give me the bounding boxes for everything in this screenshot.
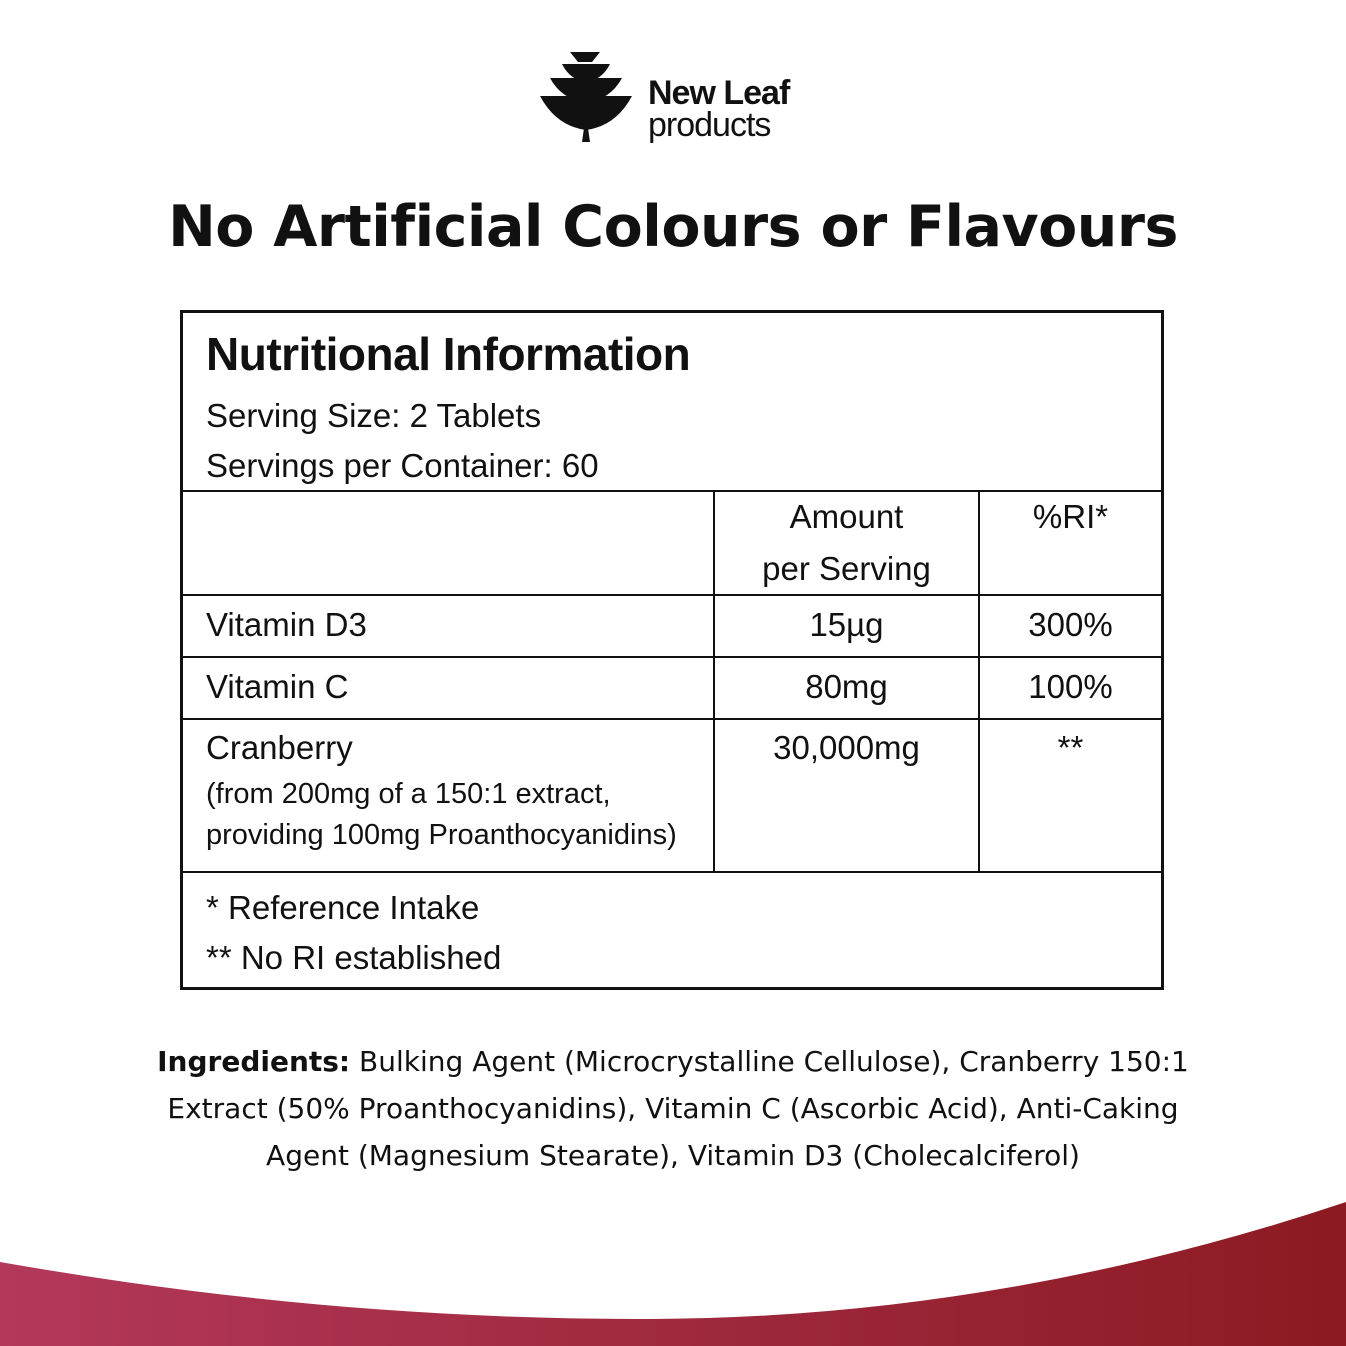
nutrient-amount: 30,000mg [714, 719, 979, 872]
header-ri-label: %RI* [1032, 498, 1109, 535]
header-ri [979, 490, 1161, 595]
footnotes [206, 883, 501, 983]
nutrient-name: Vitamin D3 [183, 595, 714, 657]
ingredients-text [150, 1038, 1196, 1179]
nutrition-panel [180, 310, 1164, 990]
serving-size: Serving Size: 2 Tablets [206, 397, 542, 434]
footnote-no-ri: ** No RI established [206, 939, 502, 976]
table-header-row [183, 490, 1161, 595]
nutrient-ri: 100% [979, 657, 1161, 719]
page-headline: No Artificial Colours or Flavours [168, 194, 1178, 260]
nutrient-name: Vitamin C [183, 657, 714, 719]
nutrient-amount: 15µg [714, 595, 979, 657]
ingredients-list: Bulking Agent (Microcrystalline Cellulose), Cranberry 150:1 Extract (50% Proanthocyanidins), Vitamin C (Ascorbic Acid), Anti-Caking Agent (Magnesium Stearate), Vitamin D3 (Cholecalciferol) [167, 1045, 1189, 1172]
nutrient-amount: 80mg [714, 657, 979, 719]
decorative-wave [0, 1180, 1346, 1346]
nutrient-note-line2: providing 100mg Proanthocyanidins) [206, 819, 677, 851]
table-row [183, 719, 1161, 872]
nutrition-panel-header [183, 313, 1161, 492]
table-row [183, 657, 1161, 719]
stacked-leaf-icon [540, 52, 636, 144]
header-amount-line2: per Serving [762, 550, 931, 587]
nutrient-cell [183, 719, 714, 872]
footnote-ri: * Reference Intake [206, 889, 480, 926]
header-amount [714, 490, 979, 595]
ingredients-label: Ingredients: [157, 1045, 351, 1078]
brand-subname: products [648, 106, 771, 144]
brand-name: New Leaf [648, 74, 790, 112]
nutrition-title: Nutritional Information [206, 328, 691, 380]
servings-per-container: Servings per Container: 60 [206, 447, 599, 484]
nutrition-table [183, 490, 1161, 873]
table-row [183, 595, 1161, 657]
header-nutrient [183, 490, 714, 595]
nutrient-ri: ** [979, 719, 1161, 872]
header-amount-line1: Amount [789, 498, 904, 535]
nutrient-ri: 300% [979, 595, 1161, 657]
brand-logo [540, 52, 820, 144]
nutrient-note-line1: (from 200mg of a 150:1 extract, [206, 778, 611, 810]
nutrient-name: Cranberry [206, 729, 353, 766]
